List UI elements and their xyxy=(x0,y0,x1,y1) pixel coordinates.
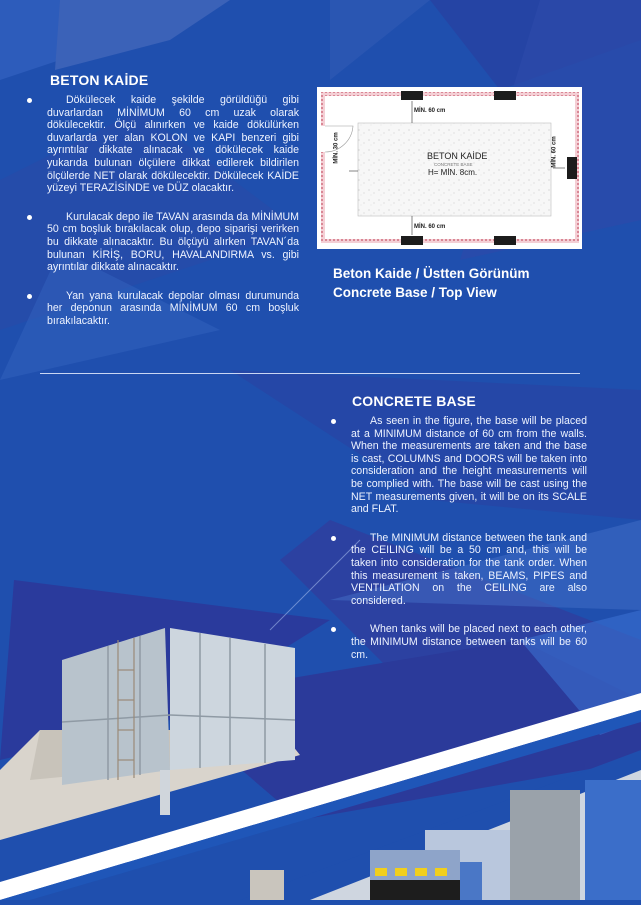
bullet-dot-icon xyxy=(331,419,336,424)
left-clearance-label: MİN. 30 cm xyxy=(333,132,340,164)
top-clearance-label: MİN. 60 cm xyxy=(414,108,446,114)
top-view-diagram xyxy=(317,87,582,249)
bullet-list-tr xyxy=(47,94,299,339)
bullet-item: As seen in the figure, the base will be placed at a MINIMUM distance of 60 cm from the walls. When the measurements are taken and the base is cast, COLUMNS and DOORS will be taken into consideration and the height measurements will be complied with. The base will be cast using the NET measurements given, it will be on its SCALE and FLAT. xyxy=(351,415,587,516)
base-height-label: H= MİN. 8cm. xyxy=(428,168,478,177)
base-subtitle: CONCRETE BASE xyxy=(434,162,473,167)
section-title-tr: BETON KAİDE xyxy=(50,72,149,88)
bullet-dot-icon xyxy=(27,215,32,220)
bullet-dot-icon xyxy=(27,294,32,299)
bottom-clearance-label: MİN. 60 cm xyxy=(414,224,446,230)
machine-photo xyxy=(240,730,641,900)
bullet-dot-icon xyxy=(27,98,32,103)
bullet-item: Kurulacak depo ile TAVAN arasında da MİNİMUM 50 cm boşluk bırakılacak olup, depo siparişi verirken bu dikkate alınacaktır. Bu ölçüyü alırken TAVAN´da bulunan KİRİŞ, BORU, HAVALANDIRMA vs. gibi ayrıntılar dikkate alınacaktır. xyxy=(47,211,299,274)
base-title: BETON KAİDE xyxy=(427,151,488,161)
section-divider xyxy=(40,373,580,374)
section-title-en: CONCRETE BASE xyxy=(352,393,476,409)
bullet-item: The MINIMUM distance between the tank and the CEILING will be a 50 cm and, this will be taken into consideration for the tank order. When this measurement is taken, BEAMS, PIPES and VENTILATION on the CEILING are also considered. xyxy=(351,532,587,608)
right-clearance-label: MİN. 60 cm xyxy=(551,136,558,168)
caption-en: Concrete Base / Top View xyxy=(333,285,497,300)
bullet-item: Yan yana kurulacak depolar olması durumunda her deponun arasında MİNİMUM 60 cm boşluk bırakılacaktır. xyxy=(47,290,299,328)
caption-tr: Beton Kaide / Üstten Görünüm xyxy=(333,266,530,281)
bullet-dot-icon xyxy=(331,536,336,541)
bullet-list-en xyxy=(351,415,587,672)
bullet-item: Dökülecek kaide şekilde görüldüğü gibi duvarlardan MİNİMUM 60 cm uzak olarak dökülecektir. Ölçü alınırken ve kaide dökülürken duvarlarda yer alan KOLON ve KAPI benzeri gibi ayrıntılar dikkate alınacak ve dökülecek kaide yukarıda bulunan ölçülere dikkat edilerek bildirilen ölçülerde NET olarak dökülecektir. Dökülecek KAİDE yüzeyi TERAZİSİNDE ve DÜZ olacaktır. xyxy=(47,94,299,195)
bullet-item: When tanks will be placed next to each other, the MINIMUM distance between tanks will be 60 cm. xyxy=(351,623,587,661)
diagram-caption xyxy=(333,264,530,302)
